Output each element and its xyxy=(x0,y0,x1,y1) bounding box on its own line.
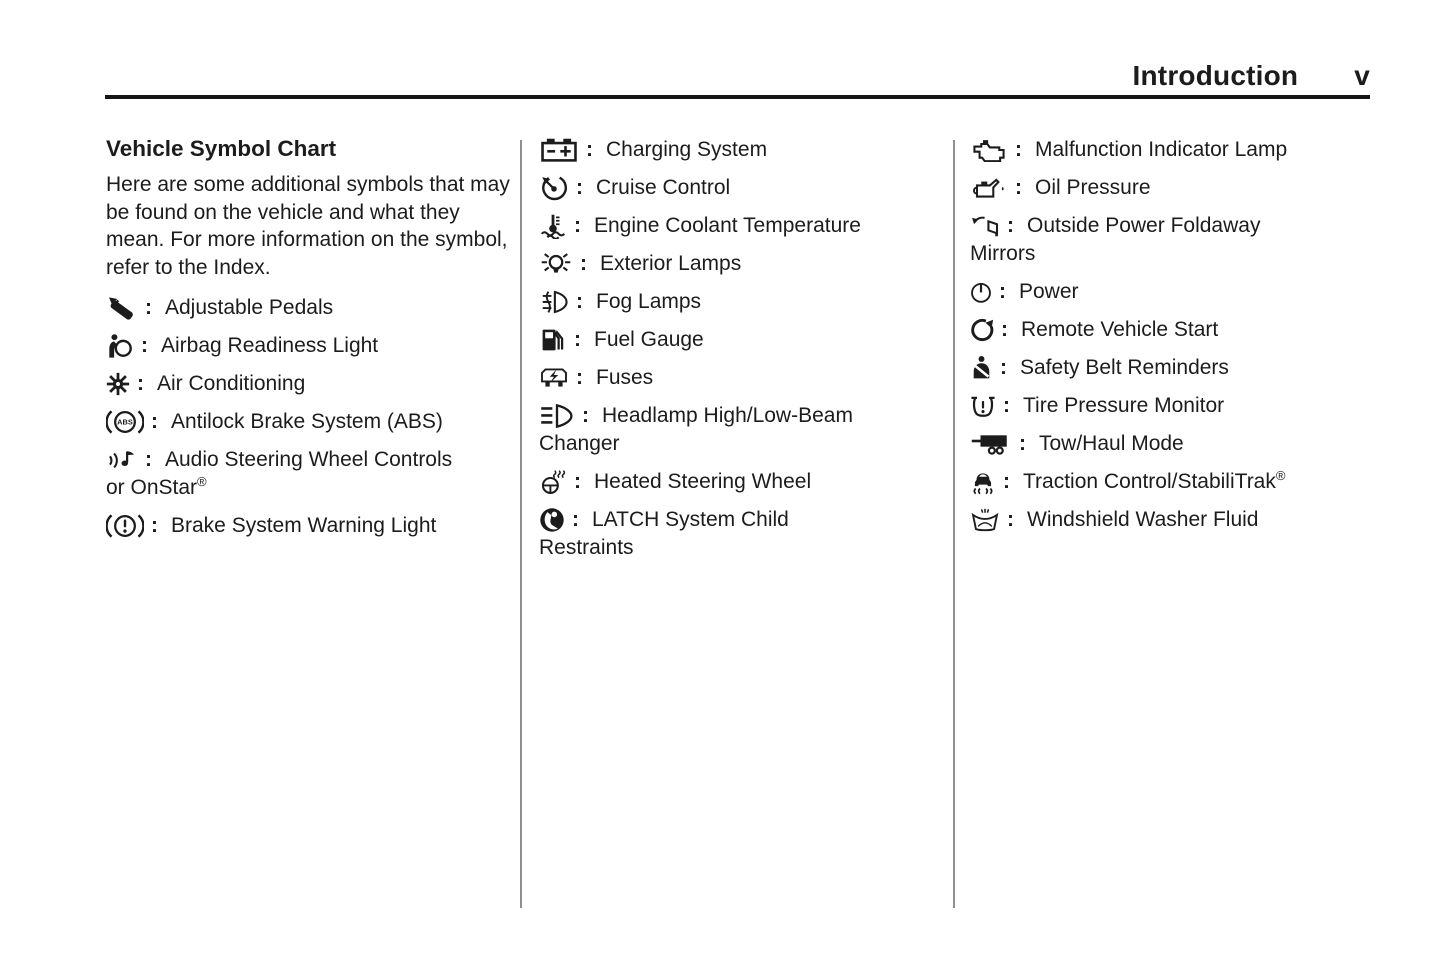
symbol-row: : Fuel Gauge xyxy=(539,326,943,354)
washer-fluid-icon xyxy=(970,508,1000,532)
symbol-row: : Audio Steering Wheel Controls or OnStar® xyxy=(106,446,510,502)
symbol-label: Windshield Washer Fluid xyxy=(1027,508,1259,531)
safety-belt-icon xyxy=(970,355,993,381)
symbol-row: : Exterior Lamps xyxy=(539,250,943,278)
symbol-label: Air Conditioning xyxy=(157,372,306,395)
symbol-label: LATCH System Child xyxy=(592,508,789,531)
symbol-row: : Power xyxy=(970,278,1382,306)
symbol-label-line2: Changer xyxy=(539,432,620,455)
symbol-label: Adjustable Pedals xyxy=(165,296,334,319)
symbol-label: Outside Power Foldaway xyxy=(1027,214,1261,237)
symbol-label: Headlamp High/Low-Beam xyxy=(602,404,853,427)
symbol-row: : Traction Control/StabiliTrak® xyxy=(970,468,1382,496)
tire-pressure-icon xyxy=(970,394,996,418)
symbol-row: : Windshield Washer Fluid xyxy=(970,506,1382,534)
symbol-label: Cruise Control xyxy=(596,176,731,199)
column-divider xyxy=(953,140,955,908)
symbol-label: Malfunction Indicator Lamp xyxy=(1035,138,1288,161)
symbol-row: : Cruise Control xyxy=(539,174,943,202)
symbol-label: Charging System xyxy=(606,138,768,161)
symbol-list-2 xyxy=(539,136,943,562)
symbol-label: Engine Coolant Temperature xyxy=(594,214,861,237)
symbol-row: : Safety Belt Reminders xyxy=(970,354,1382,382)
oil-pressure-icon xyxy=(970,176,1008,200)
symbol-row: : Outside Power Foldaway Mirrors xyxy=(970,212,1382,268)
chart-heading: Vehicle Symbol Chart xyxy=(106,136,337,161)
symbol-label: Airbag Readiness Light xyxy=(161,334,379,357)
symbol-label: Traction Control/StabiliTrak xyxy=(1023,470,1276,493)
symbol-label: Fuel Gauge xyxy=(594,328,704,351)
symbol-label: Tow/Haul Mode xyxy=(1039,432,1184,455)
brake-warning-icon xyxy=(106,513,144,539)
air-conditioning-icon xyxy=(106,372,130,396)
symbol-label: Heated Steering Wheel xyxy=(594,470,812,493)
headlamp-beam-icon xyxy=(539,403,575,429)
registered-mark: ® xyxy=(1275,468,1286,483)
foldaway-mirrors-icon xyxy=(970,214,1000,238)
symbol-row: ABS : Antilock Brake System (ABS) xyxy=(106,408,510,436)
symbol-row: : Adjustable Pedals xyxy=(106,294,510,322)
symbol-label: Brake System Warning Light xyxy=(171,514,437,537)
symbol-label: Tire Pressure Monitor xyxy=(1023,394,1225,417)
symbol-row: : Charging System xyxy=(539,136,943,164)
page-header xyxy=(1133,60,1370,92)
exterior-lamps-icon xyxy=(539,251,573,277)
charging-system-icon xyxy=(539,137,579,163)
symbol-row: : Headlamp High/Low-Beam Changer xyxy=(539,402,943,458)
section-title: Introduction xyxy=(1132,60,1299,91)
symbol-row: : Engine Coolant Temperature xyxy=(539,212,943,240)
symbol-list-3 xyxy=(970,136,1382,534)
symbol-row: : Brake System Warning Light xyxy=(106,512,510,540)
symbol-label: Oil Pressure xyxy=(1035,176,1151,199)
intro-paragraph: Here are some additional symbols that may be found on the vehicle and what they mean. For more information on the symbol, refer to the Index. xyxy=(106,173,510,279)
latch-icon xyxy=(539,507,565,533)
symbol-row: : Air Conditioning xyxy=(106,370,510,398)
remote-start-icon xyxy=(970,318,994,342)
symbol-row: : Airbag Readiness Light xyxy=(106,332,510,360)
heated-steering-wheel-icon xyxy=(539,469,567,495)
header-rule xyxy=(105,95,1370,99)
symbol-row: : Tire Pressure Monitor xyxy=(970,392,1382,420)
traction-control-icon xyxy=(970,469,996,495)
svg-text:ABS: ABS xyxy=(117,418,133,428)
airbag-readiness-icon xyxy=(106,333,134,359)
column-3 xyxy=(970,136,1382,544)
symbol-list-1 xyxy=(106,294,510,540)
symbol-label: Remote Vehicle Start xyxy=(1021,318,1219,341)
symbol-label: Antilock Brake System (ABS) xyxy=(171,410,443,433)
symbol-row: : Oil Pressure xyxy=(970,174,1382,202)
symbol-label: Fog Lamps xyxy=(596,290,702,313)
symbol-label: Safety Belt Reminders xyxy=(1020,356,1229,379)
power-icon xyxy=(970,280,992,304)
symbol-row: : Fog Lamps xyxy=(539,288,943,316)
symbol-row: : Tow/Haul Mode xyxy=(970,430,1382,458)
symbol-label: Exterior Lamps xyxy=(600,252,742,275)
symbol-label: Fuses xyxy=(596,366,654,389)
fuel-gauge-icon xyxy=(539,327,567,353)
fuses-icon xyxy=(539,366,569,390)
symbol-label-line2: Mirrors xyxy=(970,242,1036,265)
column-divider xyxy=(520,140,522,908)
audio-steering-wheel-icon xyxy=(106,447,138,473)
registered-mark: ® xyxy=(197,474,207,489)
symbol-label: Audio Steering Wheel Controls xyxy=(165,448,453,471)
symbol-row: : Fuses xyxy=(539,364,943,392)
symbol-row: : LATCH System Child Restraints xyxy=(539,506,943,562)
cruise-control-icon xyxy=(539,175,569,201)
tow-haul-icon xyxy=(970,434,1012,455)
column-2 xyxy=(539,136,943,572)
symbol-label-line2: or OnStar® xyxy=(106,474,207,499)
symbol-row: : Heated Steering Wheel xyxy=(539,468,943,496)
abs-icon xyxy=(106,409,144,435)
column-1 xyxy=(106,136,510,550)
symbol-label-line2: Restraints xyxy=(539,536,634,559)
symbol-row: : Remote Vehicle Start xyxy=(970,316,1382,344)
malfunction-indicator-icon xyxy=(970,138,1008,162)
page-number: v xyxy=(1354,60,1370,91)
adjustable-pedals-icon xyxy=(106,295,138,321)
symbol-row: : Malfunction Indicator Lamp xyxy=(970,136,1382,164)
coolant-temperature-icon xyxy=(539,213,567,239)
fog-lamps-icon xyxy=(539,289,569,315)
symbol-label: Power xyxy=(1019,280,1079,303)
